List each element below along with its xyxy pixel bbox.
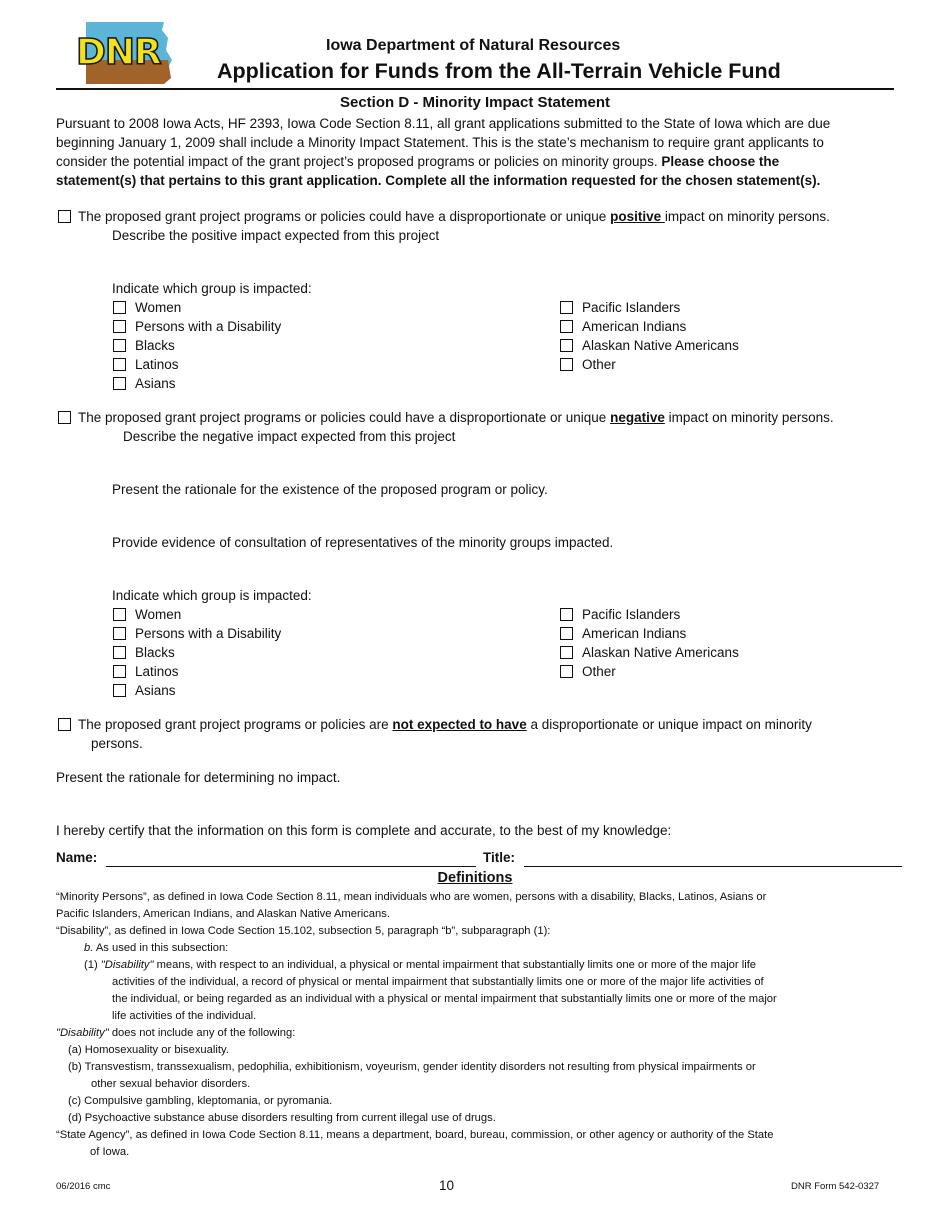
def-1-marker: (1) bbox=[84, 959, 101, 971]
def-line: (c) Compulsive gambling, kleptomania, or pyromania. bbox=[68, 1095, 333, 1107]
intro-bold-2: statement(s) that pertains to this grant application. Complete all the information requested for the chosen statement(s). bbox=[56, 173, 821, 188]
positive-group-checkbox[interactable] bbox=[560, 339, 573, 352]
intro-line-1: Pursuant to 2008 Iowa Acts, HF 2393, Iowa Code Section 8.11, all grant applications submitted to the State of Iowa which are due bbox=[56, 116, 831, 131]
negative-statement bbox=[78, 408, 834, 427]
def-line: “State Agency”, as defined in Iowa Code Section 8.11, means a department, board, bureau, commission, or other agency or authority of the State bbox=[56, 1129, 774, 1141]
negative-tail: impact on minority persons. bbox=[664, 410, 834, 425]
intro-paragraph bbox=[56, 114, 916, 190]
form-title: Application for Funds from the All-Terrain Vehicle Fund bbox=[217, 59, 781, 83]
def-b-marker: b. bbox=[84, 942, 94, 954]
negative-group-checkbox[interactable] bbox=[113, 646, 126, 659]
positive-impact-checkbox[interactable] bbox=[58, 210, 71, 223]
positive-tail: impact on minority persons. bbox=[664, 209, 830, 224]
positive-lead: The proposed grant project programs or policies could have a disproportionate or unique bbox=[78, 209, 611, 224]
negative-group-label: Latinos bbox=[135, 664, 179, 679]
no-impact-checkbox[interactable] bbox=[58, 718, 71, 731]
negative-group-label: Women bbox=[135, 607, 182, 622]
positive-group-checkbox[interactable] bbox=[560, 358, 573, 371]
no-impact-statement bbox=[78, 715, 812, 734]
negative-group-checkbox[interactable] bbox=[113, 608, 126, 621]
positive-group-label: American Indians bbox=[582, 319, 687, 334]
negative-group-label: American Indians bbox=[582, 626, 687, 641]
no-impact-rationale-label: Present the rationale for determining no impact. bbox=[56, 770, 341, 785]
def-line: the individual, or being regarded as an individual with a physical or mental impairment that substantially limits one or more of the major bbox=[112, 993, 777, 1005]
negative-lead: The proposed grant project programs or policies could have a disproportionate or unique bbox=[78, 410, 611, 425]
positive-group-checkbox[interactable] bbox=[113, 377, 126, 390]
negative-group-checkbox[interactable] bbox=[560, 627, 573, 640]
intro-line-2: beginning January 1, 2009 shall include a Minority Impact Statement. This is the state’s mechanism to require grant applicants to bbox=[56, 135, 824, 150]
negative-rationale-label: Present the rationale for the existence of the proposed program or policy. bbox=[112, 482, 548, 497]
positive-keyword: positive bbox=[610, 209, 665, 224]
positive-group-label: Other bbox=[582, 357, 616, 372]
no-impact-keyword: not expected to have bbox=[392, 717, 527, 732]
no-impact-statement-cont: persons. bbox=[91, 736, 143, 751]
positive-group-checkbox[interactable] bbox=[113, 358, 126, 371]
logo-text: DNR bbox=[76, 32, 161, 73]
certify-text: I hereby certify that the information on this form is complete and accurate, to the best of my knowledge: bbox=[56, 823, 672, 838]
positive-describe-label: Describe the positive impact expected from this project bbox=[112, 228, 440, 243]
def-1-text: means, with respect to an individual, a physical or mental impairment that substantially limits one or more of the major life bbox=[153, 959, 757, 971]
positive-group-checkbox[interactable] bbox=[113, 339, 126, 352]
intro-bold-1: Please choose the bbox=[661, 154, 780, 169]
no-impact-lead: The proposed grant project programs or policies are bbox=[78, 717, 393, 732]
positive-group-label: Alaskan Native Americans bbox=[582, 338, 739, 353]
def-line: (a) Homosexuality or bisexuality. bbox=[68, 1044, 229, 1056]
def-b-text: As used in this subsection: bbox=[93, 942, 229, 954]
def-line bbox=[56, 957, 916, 974]
negative-group-label: Pacific Islanders bbox=[582, 607, 681, 622]
def-line: of Iowa. bbox=[90, 1146, 130, 1158]
intro-line-3: consider the potential impact of the grant project’s proposed programs or policies on minority groups. bbox=[56, 154, 662, 169]
positive-group-label: Persons with a Disability bbox=[135, 319, 282, 334]
positive-group-label: Women bbox=[135, 300, 182, 315]
def-line: (b) Transvestism, transsexualism, pedophilia, exhibitionism, voyeurism, gender identity disorders not resulting from physical impairments or bbox=[68, 1061, 756, 1073]
positive-statement bbox=[78, 207, 830, 226]
negative-group-checkbox[interactable] bbox=[113, 684, 126, 697]
negative-impact-checkbox[interactable] bbox=[58, 411, 71, 424]
def-line: (d) Psychoactive substance abuse disorders resulting from current illegal use of drugs. bbox=[68, 1112, 496, 1124]
positive-group-label: Indicate which group is impacted: bbox=[112, 281, 312, 296]
negative-group-label: Asians bbox=[135, 683, 176, 698]
negative-group-label: Alaskan Native Americans bbox=[582, 645, 739, 660]
def-line: Pacific Islanders, American Indians, and Alaskan Native Americans. bbox=[56, 908, 390, 920]
dnr-logo bbox=[74, 20, 180, 88]
def-line: activities of the individual, a record of physical or mental impairment that substantially limits one or more of the major life activities of bbox=[112, 976, 764, 988]
no-impact-tail: a disproportionate or unique impact on minority bbox=[526, 717, 812, 732]
negative-group-label: Persons with a Disability bbox=[135, 626, 282, 641]
def-line bbox=[56, 940, 916, 957]
positive-group-checkbox[interactable] bbox=[113, 301, 126, 314]
negative-evidence-label: Provide evidence of consultation of representatives of the minority groups impacted. bbox=[112, 535, 614, 550]
title-field[interactable] bbox=[524, 849, 902, 867]
def-exclusions-text: does not include any of the following: bbox=[108, 1027, 296, 1039]
def-line: “Disability”, as defined in Iowa Code Section 15.102, subsection 5, paragraph “b”, subparagraph (1): bbox=[56, 925, 551, 937]
section-title: Section D - Minority Impact Statement bbox=[339, 94, 611, 111]
positive-group-label: Blacks bbox=[135, 338, 175, 353]
def-exclusions-term: "Disability" bbox=[56, 1027, 109, 1039]
footer-right: DNR Form 542-0327 bbox=[791, 1181, 880, 1192]
title-label: Title: bbox=[483, 850, 516, 865]
name-label: Name: bbox=[56, 850, 98, 865]
definitions-body bbox=[56, 889, 916, 1161]
def-line: “Minority Persons”, as defined in Iowa Code Section 8.11, mean individuals who are women, persons with a disability, Blacks, Latinos, Asians or bbox=[56, 891, 767, 903]
negative-group-checkbox[interactable] bbox=[113, 665, 126, 678]
positive-group-checkbox[interactable] bbox=[560, 320, 573, 333]
def-line bbox=[56, 1025, 916, 1042]
agency-name: Iowa Department of Natural Resources bbox=[326, 37, 621, 54]
negative-group-checkbox[interactable] bbox=[560, 665, 573, 678]
negative-group-checkbox[interactable] bbox=[560, 608, 573, 621]
def-line: life activities of the individual. bbox=[112, 1010, 257, 1022]
positive-group-label: Asians bbox=[135, 376, 176, 391]
negative-group-label: Indicate which group is impacted: bbox=[112, 588, 312, 603]
negative-keyword: negative bbox=[610, 410, 665, 425]
positive-group-checkbox[interactable] bbox=[113, 320, 126, 333]
def-1-term: "Disability" bbox=[100, 959, 154, 971]
positive-group-label: Pacific Islanders bbox=[582, 300, 681, 315]
header-rule bbox=[56, 88, 894, 90]
negative-group-checkbox[interactable] bbox=[113, 627, 126, 640]
footer-left: 06/2016 cmc bbox=[56, 1181, 111, 1192]
positive-group-checkbox[interactable] bbox=[560, 301, 573, 314]
def-line: other sexual behavior disorders. bbox=[91, 1078, 251, 1090]
negative-group-label: Other bbox=[582, 664, 616, 679]
page-number: 10 bbox=[439, 1178, 455, 1193]
negative-group-checkbox[interactable] bbox=[560, 646, 573, 659]
name-field[interactable] bbox=[106, 849, 476, 867]
definitions-heading: Definitions bbox=[437, 870, 513, 886]
negative-group-label: Blacks bbox=[135, 645, 175, 660]
negative-describe-label: Describe the negative impact expected from this project bbox=[123, 429, 456, 444]
positive-group-label: Latinos bbox=[135, 357, 179, 372]
